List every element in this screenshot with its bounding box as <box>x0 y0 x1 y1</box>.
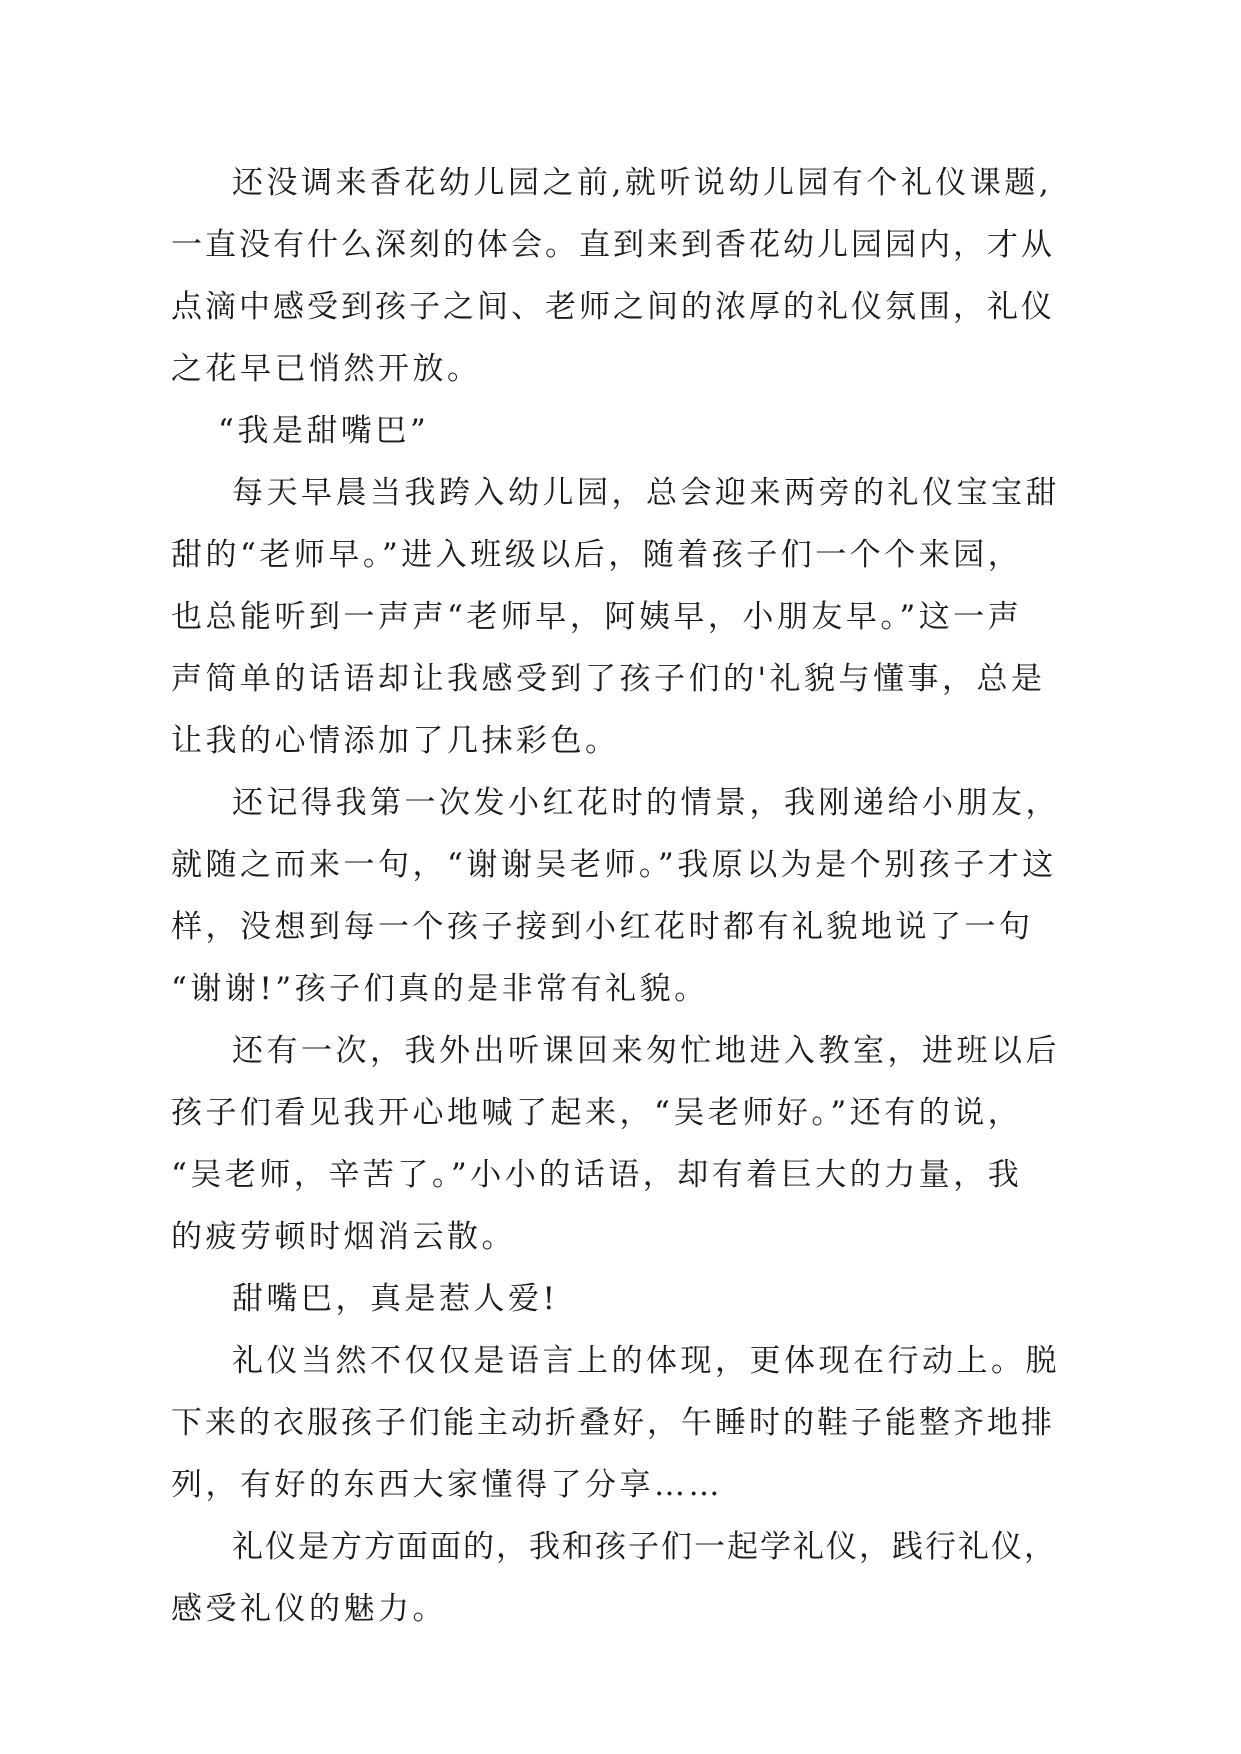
paragraph-2-line-1: 每天早晨当我跨入幼儿园，总会迎来两旁的礼仪宝宝甜 <box>232 475 1060 511</box>
paragraph-6-line-2: 下来的衣服孩子们能主动折叠好，午睡时的鞋子能整齐地排 <box>171 1405 1055 1441</box>
paragraph-2-line-5: 让我的心情添加了几抹彩色。 <box>171 723 620 759</box>
paragraph-2-line-2: 甜的“老师早。”进入班级以后，随着孩子们一个个来园， <box>171 537 1023 573</box>
paragraph-7-line-2: 感受礼仪的魅力。 <box>171 1591 447 1627</box>
paragraph-6-line-1: 礼仪当然不仅仅是语言上的体现，更体现在行动上。脱 <box>232 1343 1060 1379</box>
paragraph-3-line-3: 样，没想到每一个孩子接到小红花时都有礼貌地说了一句 <box>171 909 1034 945</box>
paragraph-1-line-3: 点滴中感受到孩子之间、老师之间的浓厚的礼仪氛围，礼仪 <box>171 289 1055 325</box>
paragraph-3-line-1: 还记得我第一次发小红花时的情景，我刚递给小朋友， <box>232 785 1060 821</box>
paragraph-4-line-3: “吴老师，辛苦了。”小小的话语，却有着巨大的力量，我 <box>171 1157 1023 1193</box>
paragraph-6-line-3: 列，有好的东西大家懂得了分享…… <box>171 1467 723 1503</box>
paragraph-2-line-4: 声简单的话语却让我感受到了孩子们的'礼貌与懂事，总是 <box>171 661 1046 697</box>
paragraph-1-line-1: 还没调来香花幼儿园之前,就听说幼儿园有个礼仪课题, <box>232 165 1053 201</box>
paragraph-4-line-1: 还有一次，我外出听课回来匆忙地进入教室，进班以后 <box>232 1033 1060 1069</box>
paragraph-5-line-1: 甜嘴巴，真是惹人爱! <box>232 1281 559 1317</box>
paragraph-7-line-1: 礼仪是方方面面的，我和孩子们一起学礼仪，践行礼仪， <box>232 1529 1057 1565</box>
paragraph-2-line-3: 也总能听到一声声“老师早，阿姨早，小朋友早。”这一声 <box>171 599 1023 635</box>
paragraph-4-line-4: 的疲劳顿时烟消云散。 <box>171 1219 516 1255</box>
paragraph-1-line-4: 之花早已悄然开放。 <box>171 351 482 387</box>
paragraph-4-line-2: 孩子们看见我开心地喊了起来，“吴老师好。”还有的说， <box>171 1095 1023 1131</box>
paragraph-3-line-2: 就随之而来一句，“谢谢吴老师。”我原以为是个别孩子才这 <box>171 847 1057 883</box>
section-heading: “我是甜嘴巴” <box>218 413 430 449</box>
paragraph-3-line-4: “谢谢!”孩子们真的是非常有礼貌。 <box>171 971 709 1007</box>
paragraph-1-line-2: 一直没有什么深刻的体会。直到来到香花幼儿园园内，才从 <box>171 227 1055 263</box>
